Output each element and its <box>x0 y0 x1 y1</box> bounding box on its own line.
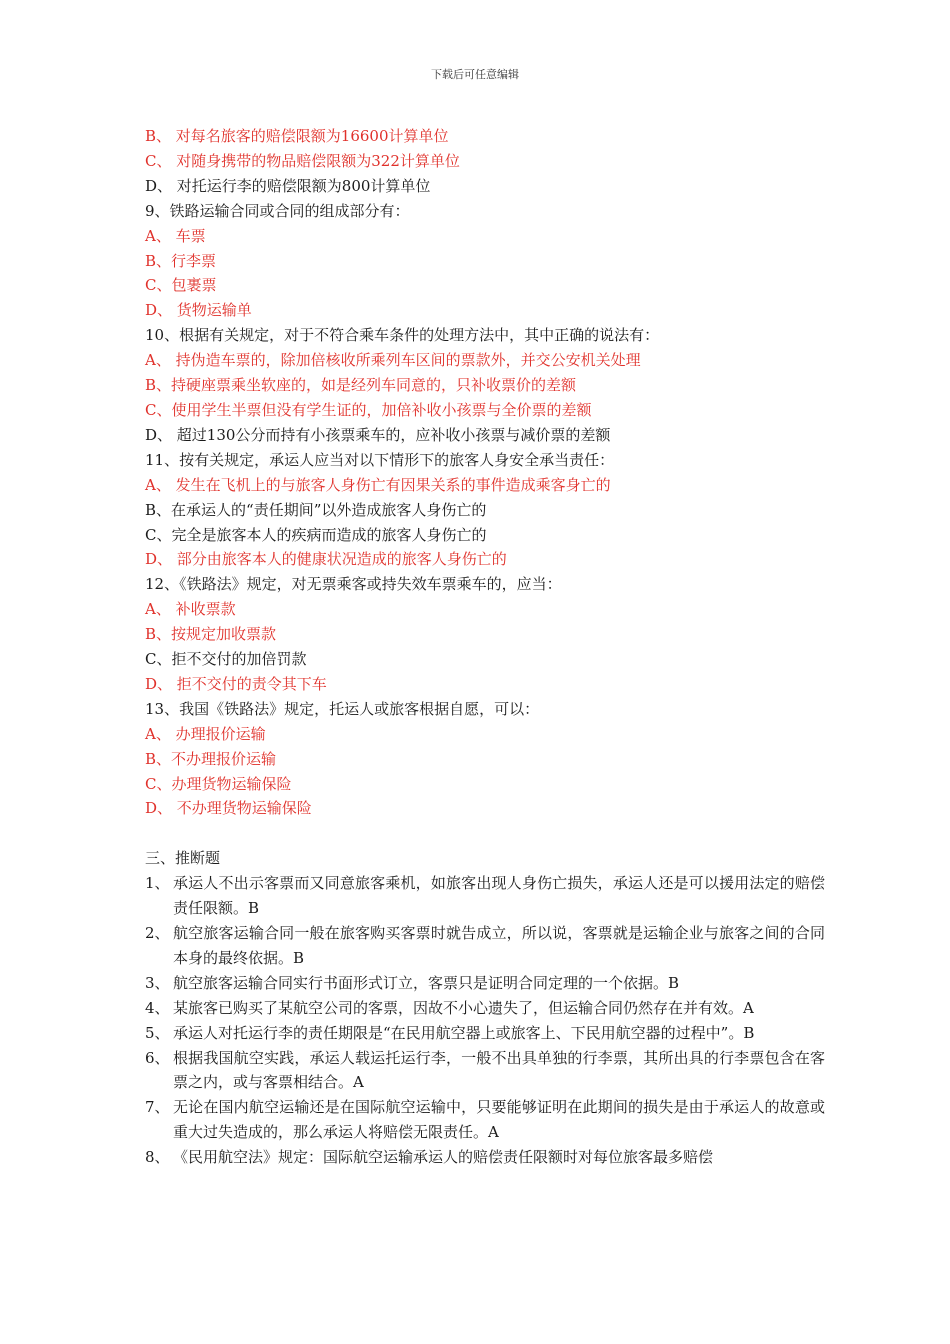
judgment-text: 航空旅客运输合同一般在旅客购买客票时就告成立，所以说，客票就是运输企业与旅客之间的合同本身的最终依据。B <box>173 923 825 967</box>
question-line: D、 货物运输单 <box>145 301 252 320</box>
question-line: B、在承运人的“责任期间”以外造成旅客人身伤亡的 <box>145 500 487 519</box>
question-line: A、 车票 <box>145 226 206 245</box>
judgment-item <box>145 1021 825 1046</box>
judgment-text: 无论在国内航空运输还是在国际航空运输中，只要能够证明在此期间的损失是由于承运人的故意或重大过失造成的，那么承运人将赔偿无限责任。A <box>173 1098 825 1142</box>
judgment-text: 承运人不出示客票而又同意旅客乘机，如旅客出现人身伤亡损失，承运人还是可以援用法定的赔偿责任限额。B <box>173 874 825 918</box>
question-line: D、 超过130公分而持有小孩票乘车的，应补收小孩票与减价票的差额 <box>145 425 611 444</box>
judgment-number: 7、 <box>145 1098 170 1117</box>
judgment-number: 3、 <box>145 973 170 992</box>
judgment-item <box>145 971 825 996</box>
question-line: 11、按有关规定，承运人应当对以下情形下的旅客人身安全承当责任： <box>145 450 615 469</box>
judgment-number: 2、 <box>145 923 170 942</box>
question-line: A、 办理报价运输 <box>145 724 266 743</box>
judgment-number: 1、 <box>145 874 170 893</box>
question-line: 12、《铁路法》规定，对无票乘客或持失效车票乘车的，应当： <box>145 575 562 594</box>
question-line: C、使用学生半票但没有学生证的，加倍补收小孩票与全价票的差额 <box>145 400 592 419</box>
judgment-text: 《民用航空法》规定：国际航空运输承运人的赔偿责任限额时对每位旅客最多赔偿 <box>173 1148 714 1167</box>
multiple-choice-section <box>145 124 825 821</box>
question-line: A、 发生在飞机上的与旅客人身伤亡有因果关系的事件造成乘客身亡的 <box>145 475 611 494</box>
question-line: 9、铁路运输合同或合同的组成部分有： <box>145 201 410 220</box>
judgment-item <box>145 996 825 1021</box>
judgment-item <box>145 871 825 921</box>
question-line: D、 不办理货物运输保险 <box>145 799 312 818</box>
judgment-number: 5、 <box>145 1023 170 1042</box>
section-title: 三、推断题 <box>145 849 221 868</box>
question-line: C、包裹票 <box>145 276 217 295</box>
question-line: C、完全是旅客本人的疾病而造成的旅客人身伤亡的 <box>145 525 487 544</box>
judgment-section <box>145 871 825 1170</box>
page-header: 下载后可任意编辑 <box>431 68 519 81</box>
question-line: C、 对随身携带的物品赔偿限额为322计算单位 <box>145 151 460 170</box>
judgment-text: 航空旅客运输合同实行书面形式订立，客票只是证明合同定理的一个依据。B <box>173 973 680 992</box>
judgment-item <box>145 1046 825 1096</box>
question-line: 10、根据有关规定，对于不符合乘车条件的处理方法中，其中正确的说法有： <box>145 326 660 345</box>
judgment-text: 承运人对托运行李的责任期限是“在民用航空器上或旅客上、下民用航空器的过程中”。B <box>173 1023 755 1042</box>
question-line: A、 补收票款 <box>145 600 236 619</box>
question-line: D、 拒不交付的责令其下车 <box>145 674 327 693</box>
question-line: C、拒不交付的加倍罚款 <box>145 650 307 669</box>
question-line: B、行李票 <box>145 251 217 270</box>
question-line: D、 对托运行李的赔偿限额为800计算单位 <box>145 176 431 195</box>
judgment-item <box>145 1095 825 1145</box>
blank-line <box>145 821 825 846</box>
judgment-item <box>145 921 825 971</box>
question-line: B、按规定加收票款 <box>145 625 277 644</box>
question-line: B、不办理报价运输 <box>145 749 277 768</box>
judgment-number: 4、 <box>145 998 170 1017</box>
judgment-text: 某旅客已购买了某航空公司的客票，因故不小心遗失了，但运输合同仍然存在并有效。A <box>173 998 754 1017</box>
judgment-text: 根据我国航空实践，承运人载运托运行李，一般不出具单独的行李票，其所出具的行李票包含在客票之内，或与客票相结合。A <box>173 1048 825 1092</box>
question-line: B、 对每名旅客的赔偿限额为16600计算单位 <box>145 127 449 145</box>
judgment-item <box>145 1145 825 1170</box>
document-body <box>145 124 825 1170</box>
question-line: D、 部分由旅客本人的健康状况造成的旅客人身伤亡的 <box>145 550 507 569</box>
question-line: C、办理货物运输保险 <box>145 774 292 793</box>
judgment-number: 6、 <box>145 1048 170 1067</box>
question-line: 13、我国《铁路法》规定，托运人或旅客根据自愿，可以： <box>145 699 540 718</box>
question-line: B、持硬座票乘坐软座的，如是经列车同意的，只补收票价的差额 <box>145 376 577 395</box>
question-line: A、 持伪造车票的，除加倍核收所乘列车区间的票款外，并交公安机关处理 <box>145 351 641 370</box>
judgment-number: 8、 <box>145 1148 170 1167</box>
